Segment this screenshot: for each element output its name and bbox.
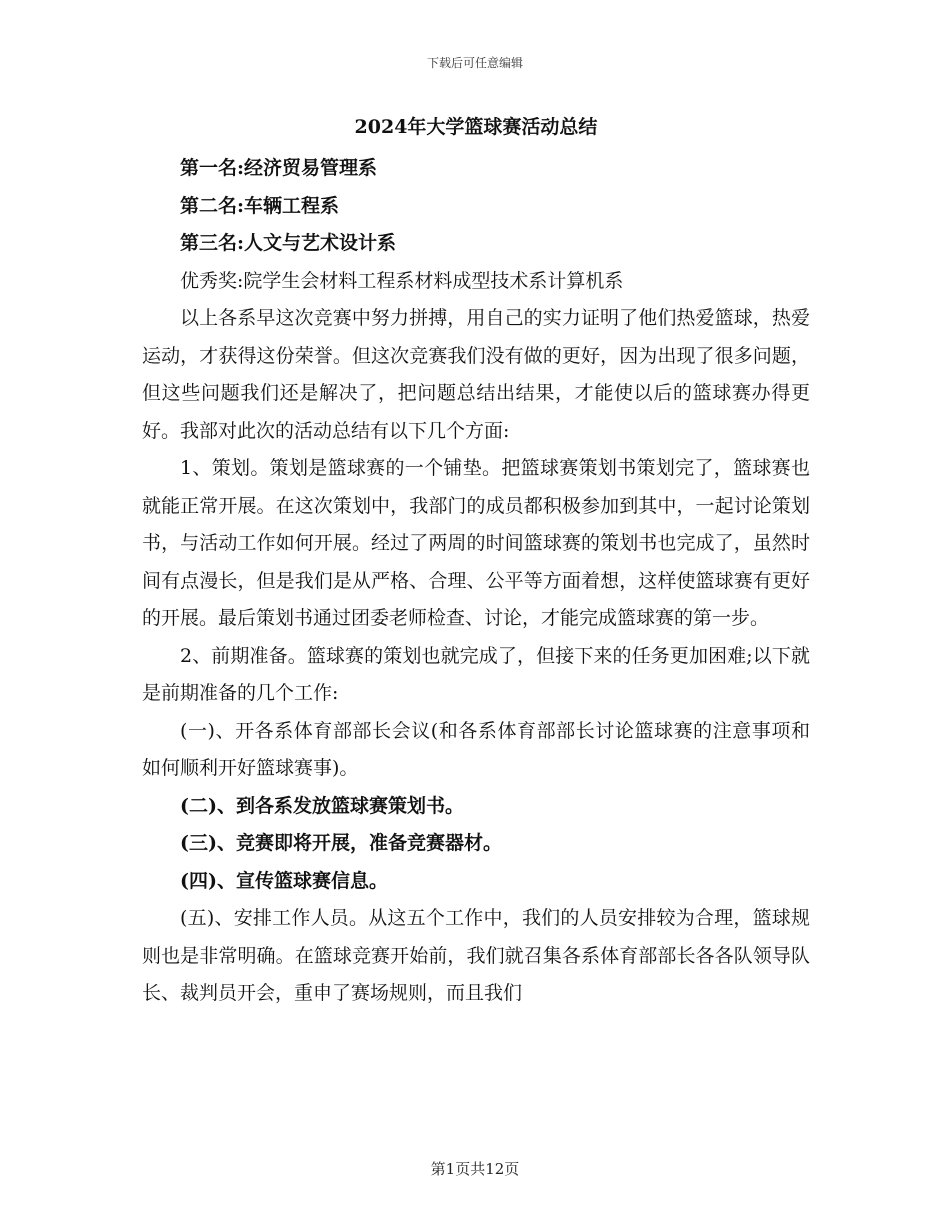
page-header: 下载后可任意编辑 [426,56,523,70]
prep-item-3: (三)、竞赛即将开展，准备竞赛器材。 [180,832,502,854]
prep-item-2: (二)、到各系发放篮球赛策划书。 [180,794,464,817]
rank-third: 第三名:人文与艺术设计系 [180,232,397,254]
page-footer: 第1页共12页 [430,1160,520,1178]
rank-second: 第二名:车辆工程系 [180,194,340,217]
paragraph-intro: 以上各系早这次竞赛中努力拼搏，用自己的实力证明了他们热爱篮球，热爱运动，才获得这份荣誉。但这次竞赛我们没有做的更好，因为出现了很多问题，但这些问题我们还是解决了，把问题总结出结果，才能使以后的篮球赛办得更好。我部对此次的活动总结有以下几个方面: [142,307,810,442]
excellence-award: 优秀奖:院学生会材料工程系材料成型技术系计算机系 [180,269,624,292]
prep-item-5: (五)、安排工作人员。从这五个工作中，我们的人员安排较为合理，篮球规则也是非常明确。在篮球竞赛开始前，我们就召集各系体育部部长各各队领导队长、裁判员开会，重申了赛场规则，而且我们 [142,907,810,1004]
document-body [142,114,810,1013]
document-title: 2024年大学篮球赛活动总结 [354,116,598,138]
paragraph-preparation: 2、前期准备。篮球赛的策划也就完成了，但接下来的任务更加困难;以下就是前期准备的几个工作: [142,644,810,704]
paragraph-planning: 1、策划。策划是篮球赛的一个铺垫。把篮球赛策划书策划完了，篮球赛也就能正常开展。在这次策划中，我部门的成员都积极参加到其中，一起讨论策划书，与活动工作如何开展。经过了两周的时间篮球赛的策划书也完成了，虽然时间有点漫长，但是我们是从严格、合理、公平等方面着想，这样使篮球赛有更好的开展。最后策划书通过团委老师检查、讨论，才能完成篮球赛的第一步。 [142,457,810,629]
prep-item-4: (四)、宣传篮球赛信息。 [180,869,388,892]
prep-item-1: (一)、开各系体育部部长会议(和各系体育部部长讨论篮球赛的注意事项和如何顺利开好篮球赛事)。 [142,719,810,779]
rank-first: 第一名:经济贸易管理系 [180,157,378,179]
